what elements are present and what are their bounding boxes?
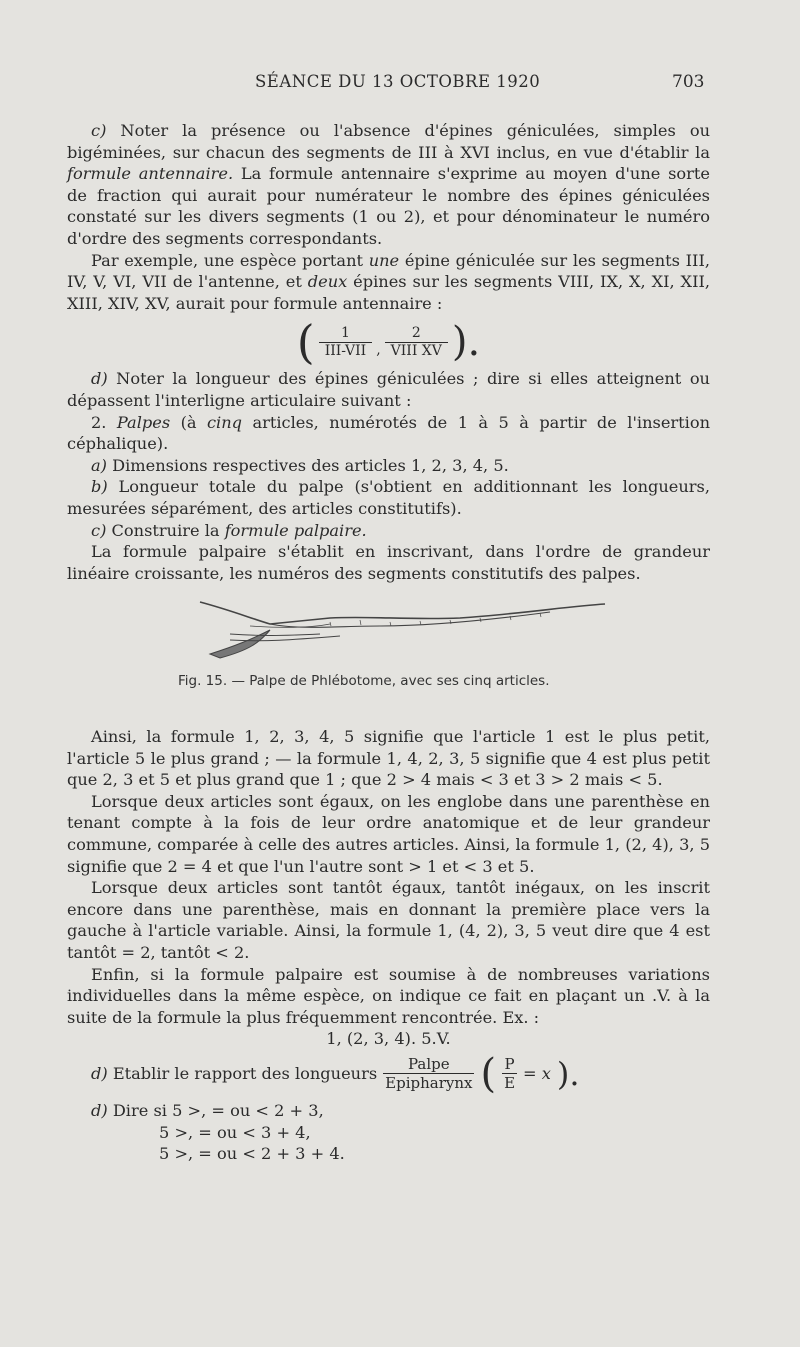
text-span: Dire si 5 >, = ou < 2 + 3, [107, 1100, 324, 1120]
text-span: Noter la présence ou l'absence d'épines géniculées, simples ou bigéminées, sur chacun des segments de III à XVI inclus, en vue d'établir la [67, 121, 710, 162]
fraction-2 [385, 325, 448, 360]
item-letter: c) [91, 121, 107, 140]
text-span: 2. [91, 412, 117, 432]
section-palp-formula [67, 726, 710, 1165]
fraction-1 [319, 325, 372, 360]
palp-drawing [200, 602, 605, 658]
denominator: E [504, 1074, 516, 1093]
numerator: P [504, 1055, 515, 1074]
formula-open-paren: ( [296, 315, 315, 370]
item-letter: a) [91, 455, 107, 475]
paragraph-b [67, 476, 710, 519]
paragraph-formule-palpaire: La formule palpaire s'établit en inscrivant, dans l'ordre de grandeur linéaire croissante, les numéros des segments constitutifs des palpes. [67, 542, 710, 583]
list-item: 5 >, = ou < 3 + 4, [159, 1122, 311, 1142]
paragraph-d [67, 368, 710, 411]
paragraph-ainsi: Ainsi, la formule 1, 2, 3, 4, 5 signifie que l'article 1 est le plus petit, l'article 5 le plus grand ; — la formule 1, 4, 2, 3, 5 signifie que 4 est plus petit que 2, 3 et 5 et plus grand que 1 ; que 2 > 4 mais < 3 et 3 > 2 mais < 5. [67, 727, 710, 790]
paragraph-c [67, 120, 710, 250]
palp-illustration [190, 596, 610, 666]
text-span: épines sur les segments VIII, IX, X, XI, XII, XIII, XIV, XV, aurait pour formule antennaire : [67, 272, 710, 313]
running-header [0, 72, 800, 98]
item-letter: d) [91, 1064, 108, 1084]
numerator: 2 [411, 324, 421, 341]
ratio-sentence [91, 1063, 377, 1085]
text-span: articles, numérotés de 1 à 5 à partir de l'insertion céphalique). [67, 412, 711, 454]
paragraph-c2 [67, 520, 710, 542]
header-title: SÉANCE DU 13 OCTOBRE 1920 [255, 72, 541, 91]
page-number: 703 [672, 72, 705, 92]
item-letter: d) [91, 369, 108, 389]
formula-close-paren: ). [451, 319, 481, 366]
denominator: VIII XV [385, 342, 448, 360]
text-span: La formule antennaire s'exprime au moyen d'une sorte de fraction qui aurait pour numérateur le nombre des épines géniculées constaté sur les divers segments (1 ou 2), et pour dénominateur le numéro d'ordre des segments correspondants. [67, 164, 710, 248]
emphasis: deux [307, 272, 348, 292]
pe-fraction [502, 1055, 517, 1092]
emphasis: cinq [206, 412, 243, 432]
item-letter: d) [91, 1100, 108, 1120]
emphasis: une [368, 250, 400, 270]
emphasis: Palpes [116, 412, 171, 432]
denominator: Epipharynx [385, 1074, 473, 1093]
section-antenna [67, 120, 710, 584]
figure-caption: Fig. 15. — Palpe de Phlébotome, avec ses cinq articles. [178, 673, 550, 689]
paragraph-variable: Lorsque deux articles sont tantôt égaux, tantôt inégaux, on les inscrit encore dans une parenthèse, mais en donnant la première place vers la gauche à l'article variable. Ainsi, la formule 1, (4, 2), 3, 5 veut dire que 4 est tantôt = 2, tantôt < 2. [67, 878, 710, 962]
item-letter: b) [91, 477, 108, 497]
text-span: Longueur totale du palpe (s'obtient en additionnant les longueurs, mesurées séparément, des articles constitutifs). [67, 477, 710, 518]
text-span: Noter la longueur des épines géniculées ; dire si elles atteignent ou dépassent l'interligne articulaire suivant : [67, 369, 710, 410]
emphasis: formule palpaire. [224, 520, 367, 540]
text-span: Dimensions respectives des articles 1, 2, 3, 4, 5. [106, 455, 509, 475]
item-letter: c) [91, 520, 107, 540]
paragraph-egaux: Lorsque deux articles sont égaux, on les englobe dans une parenthèse en tenant compte à la fois de leur ordre anatomique et de leur grandeur commune, comparée à celle des autres articles. Ainsi, la formule 1, (2, 4), 3, 5 signifie que 2 = 4 et que l'un l'autre sont > 1 et < 3 et 5. [67, 791, 710, 876]
paragraph-palpes [67, 412, 710, 455]
text-span: Etablir le rapport des longueurs [107, 1064, 378, 1084]
text-span: Par exemple, une espèce portant [91, 250, 369, 270]
text-span: épine géniculée sur les segments III, IV, V, VI, VII de l'antenne, et [67, 250, 710, 292]
ratio-line [91, 1050, 710, 1097]
list-item [91, 1100, 710, 1122]
paragraph-a [67, 455, 710, 477]
paragraph-example [67, 250, 710, 315]
antenna-formula [67, 315, 710, 370]
ratio-open-paren: ( [480, 1050, 497, 1097]
comparison-list [91, 1100, 710, 1165]
list-item: 5 >, = ou < 2 + 3 + 4. [159, 1144, 345, 1164]
text-span: (à [170, 412, 207, 432]
numerator: 1 [341, 324, 350, 341]
paragraph-variations: Enfin, si la formule palpaire est soumise à de nombreuses variations individuelles dans la même espèce, on indique ce fait en plaçant un .V. à la suite de la formule la plus fréquemment rencontrée. Ex. : [67, 964, 710, 1027]
numerator: Palpe [407, 1055, 450, 1074]
text-span: Construire la [106, 520, 225, 540]
denominator: III-VII [319, 342, 372, 360]
formula-separator: , [376, 341, 381, 358]
ratio-fraction [383, 1055, 474, 1092]
example-formula: 1, (2, 3, 4). 5.V. [326, 1029, 451, 1049]
ratio-equation: = x [523, 1064, 551, 1084]
ratio-close-paren: ). [556, 1054, 580, 1093]
emphasis: formule antennaire. [67, 164, 234, 184]
